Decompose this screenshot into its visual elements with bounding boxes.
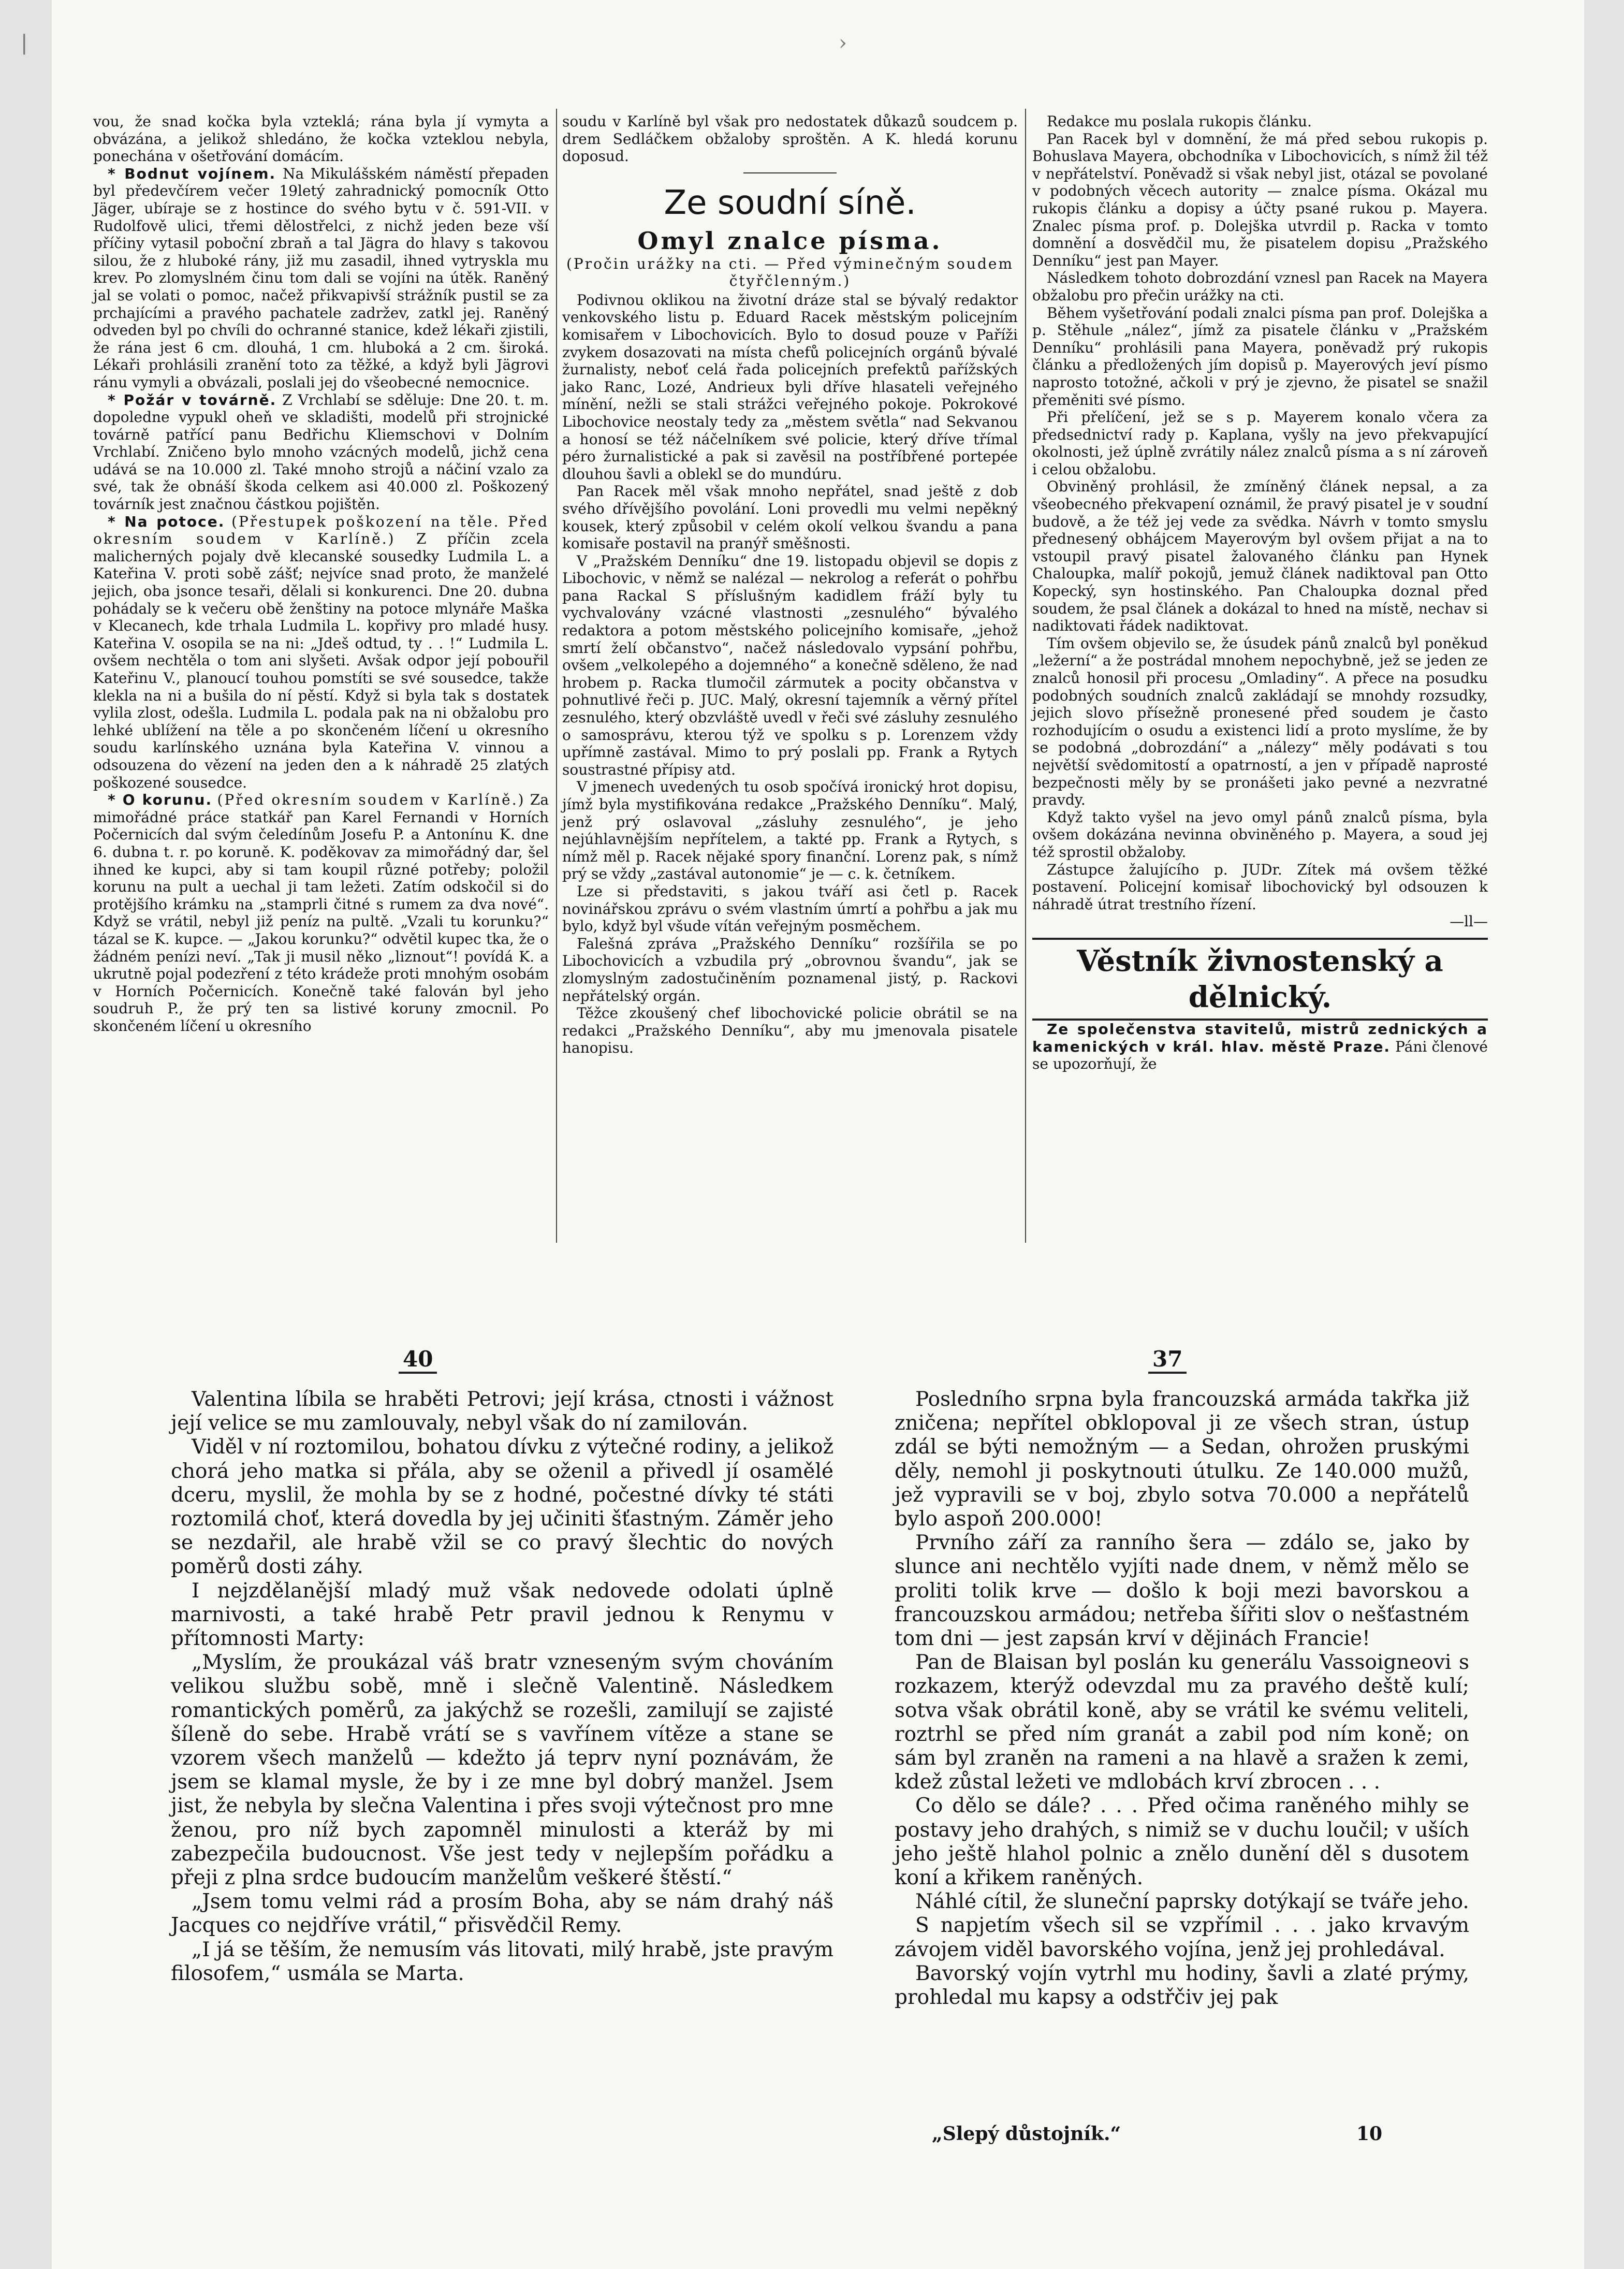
article-text: Na Mikulášském náměstí přepaden byl předevčírem večer 19letý zahradnický pomocník Otto Jäger, ubíraje se z hostince do svého bytu v č. 591-VII. v Rudolfově ulici, třemi dělostřelci, z nichž jeden beze vší příčiny vytasil poboční zbraň a tal Jägra do hlavy s takovou silou, že z hluboké rány, již mu zasadil, ihned vytryskla mu krev. Po zlomyslném činu tom dali se vojíni na útěk. Raněný jal se volati o pomoc, načež přikvapivší strážník pustil se za prchajícími a pravého pachatele zadržev, zatkl jej. Raněný odveden byl po chvíli do ochranné stanice, kdež lékaři zjistili, že rána jest 6 cm. dlouhá, 1 cm. hluboká a 2 cm. široká. Lékaři prohlásili zranění toto za těžké, a když byli Jägrovi ránu vymyli a obvázali, poslali jej do všeobecné nemocnice.	[93, 165, 549, 391]
novel-paragraph: Bavorský vojín vytrhl mu hodiny, šavli a zlaté prýmy, prohledal mu kapsy a odstřčiv jej pak	[895, 1961, 1469, 2010]
novel-paragraph: „Jsem tomu velmi rád a prosím Boha, aby se nám drahý náš Jacques co nejdříve vrátil,“ přisvědčil Remy.	[171, 1890, 833, 1938]
article-text: Z příčin zcela malicherných pojaly dvě klecanské sousedky Ludmila L. a Kateřina V. proti sobě zášť; nejvíce snad proto, že manželé jejich, oba jsonce tesaři, dělali si konkurenci. Dne 20. dubna pohádaly se k večeru obě ženštiny na potoce mlynáře Maška v Klecanech, kde trhala Ludmila L. kopřivy pro mladé husy. Kateřina V. osopila se na ni: „Jdeš odtud, ty . . !“ Ludmila L. ovšem nechtěla o tom ani slyšeti. Avšak odpor její pobouřil Kateřinu V., planoucí touhou pomstíti se své sousedce, takže klekla na ni a bušila do ní pěstí. Když si byla tak s dostatek vylila zlost, odešla. Ludmila L. podala pak na ni obžalobu pro lehké ublížení na těle a po skončeném líčení u okresního soudu karlínského uznána byla Kateřina V. vinnou a odsouzena do vězení na jeden den a k náhradě 25 zlatých poškozené sousedce.	[93, 530, 549, 791]
novel-paragraph: Náhlé cítil, že sluneční paprsky dotýkají se tváře jeho.	[915, 1890, 1469, 1914]
novel-paragraph: „I já se těším, že nemusím vás litovati, milý hrabě, jste pravým filosofem,“ usmála se Marta.	[171, 1938, 833, 1985]
novel-paragraph: Prvního září za ranního šera — zdálo se, jako by slunce ani nechtělo vyjíti nade dnem, v němž mělo se proliti tolik krve — došlo k boji mezi bavorskou a francouzskou armádou; netřeba šířiti slov o nešťastném tom dni — jest zapsán krví v dějinách Francie!	[895, 1531, 1469, 1651]
article-title: Omyl znalce písma.	[637, 226, 943, 255]
novel-page-left	[171, 1388, 833, 1986]
sheet-signature: 10	[1356, 2123, 1383, 2145]
column-rule	[1025, 109, 1026, 1243]
article-text: vou, že snad kočka byla vzteklá; rána byla jí vymyta a obvázána, a jelikož shledáno, že kočka vzteklou nebyla, ponechána v ošetřování domácím.	[93, 113, 549, 165]
article-text: Páni členové se upozorňují, že	[1032, 1038, 1488, 1073]
column-rule	[556, 109, 557, 1243]
novel-paragraph: S napjetím všech sil se vzpřímil . . . jako krvavým závojem viděl bavorského vojína, jenž jej prohledával.	[895, 1914, 1469, 1961]
novel-page-right	[895, 1388, 1469, 2010]
scan-mark-center: ›	[839, 31, 847, 55]
article-heading: * Požár v továrně.	[108, 391, 277, 409]
article-text: Když takto vyšel na jevo omyl pánů znalců písma, byla ovšem dokázána nevinna obviněného p. Mayera, a soud jej též sprostil obžaloby.	[1032, 808, 1488, 861]
page-number-left: 40	[399, 1346, 437, 1374]
article-text: Falešná zpráva „Pražského Denníku“ rozšířila se po Libochovicích a vzbudila prý „obrovnou švandu“, jak se zlomyslným zadostučiněním poznamenal jistý, p. Rackovi nepřátelský orgán.	[562, 935, 1018, 1005]
article-text: Při přelíčení, jež se s p. Mayerem konalo včera za předsednictví rady p. Kaplana, vyšly na jevo překvapující okolnosti, jež úplně zvrátily nález znalců písma a s ní zároveň i celou obžalobu.	[1032, 409, 1488, 478]
article-text: V „Pražském Denníku“ dne 19. listopadu objevil se dopis z Libochovic, v němž se nalézal — nekrolog a referát o pohřbu pana Rackal S příslušným kadidlem fráží byly tu vychvalovány vzácné vlastnosti „zesnulého“ bývalého redaktora a potom městského policejního komisaře, „jehož smrtí želí občanstvo“, načež následovalo vypsání pohřbu, ovšem „velkolepého a dojemného“ a konečně sděleno, že nad hrobem p. Racka tlumočil zármutek a pocity občanstva v pohnutlivé řeči p. JUC. Malý, okresní tajemník a věrný přítel zesnulého, který obzvláště uvedl v řeči své zásluhy zesnulého o samosprávu, kterou týž ve spolku s p. Lorenzem vždy upřímně zastával. Mimo to prý poslali pp. Frank a Rytych soustrastné přípisy atd.	[562, 552, 1018, 778]
article-text: Následkem tohoto dobrozdání vznesl pan Racek na Mayera obžalobu pro přečin urážky na cti.	[1032, 269, 1488, 304]
novel-paragraph: Co dělo se dále? . . . Před očima raněného mihly se postavy jeho drahých, s nimiž se v duchu loučil; v uších jeho ještě hlahol polnic a znělo dunění děl s dusotem koní a křikem raněných.	[895, 1794, 1469, 1890]
article-subheading: (Přestupek poškození na těle. Před okresním soudem v Karlíně.)	[93, 513, 549, 548]
book-title-footer: „Slepý důstojník.“	[932, 2123, 1121, 2145]
article-text: Pan Racek měl však mnoho nepřátel, snad ještě z dob svého dřívějšího povolání. Loni provedli mu velmi nepěkný kousek, který způsobil v celém okolí velkou švandu a pana komisaře postavil na pranýř směšnosti.	[562, 483, 1018, 552]
novel-paragraph: Posledního srpna byla francouzská armáda takřka již zničena; nepřítel obklopoval ji ze všech stran, ústup zdál se býti nemožným — a Sedan, ohrožen pruskými děly, nemohl ji poskytnouti útulku. Ze 140.000 mužů, jež vypravili se v boj, zbylo sotva 70.000 a nepřátelů bylo aspoň 200.000!	[895, 1388, 1469, 1531]
article-text: Pan Racek byl v domnění, že má před sebou rukopis p. Bohuslava Mayera, obchodníka v Libochovicích, s nímž žil též v nepřátelství. Poněvadž si však nebyl jist, otázal se povolané v podobných věcech autority — znalce písma. Okázal mu rukopis článku a dopisy a účty psané rukou p. Mayera. Znalec písma prof. p. Dolejška utvrdil p. Racka v tomto domnění a dosvědčil mu, že pisatelem dopisu „Pražského Denníku“ jest pan Mayer.	[1032, 130, 1488, 269]
article-heading: * Na potoce.	[108, 513, 225, 530]
newspaper-column-1	[93, 113, 549, 1035]
section-title: Ze soudní síně.	[664, 183, 916, 222]
novel-paragraph: „Myslím, že proukázal váš bratr vzneseným svým chováním velikou službu sobě, mně i slečně Valentině. Následkem romantických poměrů, za jakýchž se rozešli, zamilují se zajisté šíleně do sebe. Hrabě vrátí se s vavřínem vítěze a stane se vzorem všech manželů — kdežto já teprv nyní poznávám, že jsem se klamal mysle, že by i ze mne byl dobrý manžel. Jsem jist, že nebyla by slečna Valentina i přes svoji výtečnost pro mne ženou, pro níž bych zapomněl minulosti a kteráž by mi zabezpečila budoucnost. Vše jest tedy v nejlepším pořádku a přeji z plna srdce budoucím manželům veškeré štěstí.“	[171, 1651, 833, 1890]
article-subheading: (Před okresním soudem v Karlíně.)	[217, 791, 525, 809]
article-text: Redakce mu poslala rukopis článku.	[1047, 113, 1312, 130]
separator-rule	[743, 172, 837, 173]
page-number-right: 37	[1148, 1346, 1187, 1374]
article-text: Podivnou oklikou na životní dráze stal se bývalý redaktor venkovského listu p. Eduard Racek městským policejním komisařem v Libochovicích. Bylo to dosud pouze v Paříži zvykem dosazovati na místa chefů policejních orgánů bývalé žurnalisty, neboť celá řada policejních prefektů pařížských jako Ranc, Lozé, Andrieux byli dříve hlasateli veřejného mínění, nežli se stali strážci veřejného pokoje. Pokrokové Libochovice neostaly tedy za „městem světla“ nad Sekvanou a honosí se též náčelníkem své policie, který dříve třímal péro žurnalistické a pak si zavěsil na postříbřené portepée dlouhou šavli a oblekl se do mundúru.	[562, 291, 1018, 483]
article-signature: —ll—	[1450, 913, 1488, 930]
article-text: V jmenech uvedených tu osob spočívá ironický hrot dopisu, jímž byla mystifikována redakce „Pražského Denníku“. Malý, jenž prý oslavoval „zásluhy zesnulého“, je jeho nejúhlavnějším nepřítelem, a takté pp. Frank a Rytych, s nímž měl p. Racek nějaké spory finanční. Lorenz pak, s nímž prý se vždy „zastával autonomie“ je — c. k. četníkem.	[562, 778, 1018, 883]
newspaper-column-2	[562, 113, 1018, 1057]
article-text: Během vyšetřování podali znalci písma pan prof. Dolejška a p. Stěhule „nález“, jímž za pisatele článku v „Pražském Denníku“ prohlásili pana Mayera, poněvadž prý rukopis článku a předložených jím dopisů p. Mayerových jeví písmo naprosto totožné, ačkoli v prý je zjevno, že pisatel se snažil přeměniti své písmo.	[1032, 304, 1488, 409]
article-text: Za mimořádné práce statkář pan Karel Fernandi v Horních Počernicích dal svým čeledínům Josefu P. a Antonínu K. dne 6. dubna t. r. po koruně. K. poděkovav za mimořádný dar, šel ihned ke kupci, aby si tam koupil různé potřeby; položil korunu na pult a uechal ji tam ležeti. Zatím odskočil si do protějšího krámku na „stamprli čitné s rumem za dva nové“. Když se vrátil, nebyl již peníz na pultě. „Vzali tu korunku?“ tázal se K. kupce. — „Jakou korunku?“ odvětil kupec tka, že o žádném penízi neví. „Tak ji musil něko „liznout“! povídá K. a ukrutně pojal podezření z této krádeže proti mnohým osobám v Horních Počernicích. Konečně také falován byl jeho soudruh P., že prý ten sa listivé koruny zmocnil. Po skončeném líčení u okresního	[93, 791, 549, 1035]
novel-paragraph: Valentina líbila se hraběti Petrovi; její krása, ctnosti i vážnost její velice se mu zamlouvaly, nebyl však do ní zamilován.	[171, 1388, 833, 1435]
novel-paragraph: I nejzdělanější mladý muž však nedovede odolati úplně marnivosti, a také hrabě Petr pravil jednou k Renymu v přítomnosti Marty:	[171, 1579, 833, 1651]
rubric-title: Věstník živnostenský a dělnický.	[1032, 938, 1488, 1021]
article-text: Tím ovšem objevilo se, že úsudek pánů znalců byl poněkud „ležerní“ a že postrádal mnohem nepochybně, jež se jeden ze znalců honosil při procesu „Omladiny“. A přece na posudku podobných soudních znalců zakládají se mnohdy rozsudky, jejich slovo přísežně pronesené před soudem je často rozhodujícím o osudu a existenci lidí a proto myslíme, že by se podobná „dobrozdání“ a „nálezy“ měly podávati s tou největší svědomitostí a opatrností, a jen v případě naprosté bezpečnosti měly by se pronášeti jako pevné a nezvratné pravdy.	[1032, 634, 1488, 809]
article-text: Obviněný prohlásil, že zmíněný článek nepsal, a za všeobecného překvapení oznámil, že pravý pisatel je v soudní budově, a že též jej vede za svědka. Návrh v tomto smyslu přednesený obhájcem Mayerovým byl ovšem přijat a na to vstoupil pravý pisatel žalovaného článku pan Hynek Chaloupka, malíř pokojů, jemuž článek nadiktoval pan Otto Kopecký, syn hostinského. Pan Chaloupka doznal před soudem, že psal článek a dokázal to hned na místě, nechav si nadiktovati řádek nadiktovat.	[1032, 478, 1488, 635]
article-heading: * Bodnut vojínem.	[108, 165, 276, 182]
article-text: Těžce zkoušený chef libochovické policie obrátil se na redakci „Pražského Denníku“, aby mu jmenovala pisatele hanopisu.	[562, 1005, 1018, 1057]
article-text: soudu v Karlíně byl však pro nedostatek důkazů soudcem p. drem Sedláčkem obžaloby sproštěn. A K. hledá korunu doposud.	[562, 113, 1018, 165]
article-text: Z Vrchlabí se sděluje: Dne 20. t. m. dopoledne vypukl oheň ve skladišti, modelů při strojnické továrně patřící panu Bedřichu Kliemschovi v Dolním Vrchlabí. Zničeno bylo mnoho vzácných modelů, jichž cena udává se na 10.000 zl. Také mnoho strojů a náčiní vzalo za své, tak že obnáší škoda celkem asi 40.000 zl. Poškozený továrník jest značnou částkou pojištěn.	[93, 391, 549, 513]
newspaper-column-3	[1032, 113, 1488, 1073]
scan-mark-left: |	[21, 31, 28, 55]
article-subtitle: (Pročin urážky na cti. — Před výminečným soudem čtyřčlenným.)	[566, 255, 1014, 289]
article-text: Lze si představiti, s jakou tváří asi četl p. Racek novinářskou zprávu o svém vlastním úmrtí a pohřbu a jak mu bylo, když byl všude vítán veřejným posměchem.	[562, 882, 1018, 935]
article-heading: Ze společenstva stavitelů, mistrů zednických a kamenických v král. hlav. městě Praze.	[1032, 1020, 1488, 1055]
novel-paragraph: Viděl v ní roztomilou, bohatou dívku z výtečné rodiny, a jelikož chorá jeho matka si přála, aby se oženil a přivedl jí osamělé dceru, myslil, že mohla by se z hodné, počestné dívky té státi roztomilá choť, která dovedla by jej učiniti šťastným. Záměr jeho se nezdařil, ale hrabě vžil se co pravý šlechtic do nových poměrů dosti záhy.	[171, 1435, 833, 1579]
novel-paragraph: Pan de Blaisan byl poslán ku generálu Vassoigneovi s rozkazem, kterýž odevzdal mu za pravého deště kulí; sotva však obrátil koně, aby se vrátil ke svému veliteli, roztrhl se před ním granát a zabil pod ním koně; on sám byl zraněn na rameni a na hlavě a sražen k zemi, kdež zůstal ležeti ve mdlobách krví zbrocen . . .	[895, 1651, 1469, 1794]
article-heading: * O korunu.	[108, 791, 213, 809]
article-text: Zástupce žalujícího p. JUDr. Zítek má ovšem těžké postavení. Policejní komisař libochovický byl odsouzen k náhradě útrat trestního řízení.	[1032, 861, 1488, 913]
